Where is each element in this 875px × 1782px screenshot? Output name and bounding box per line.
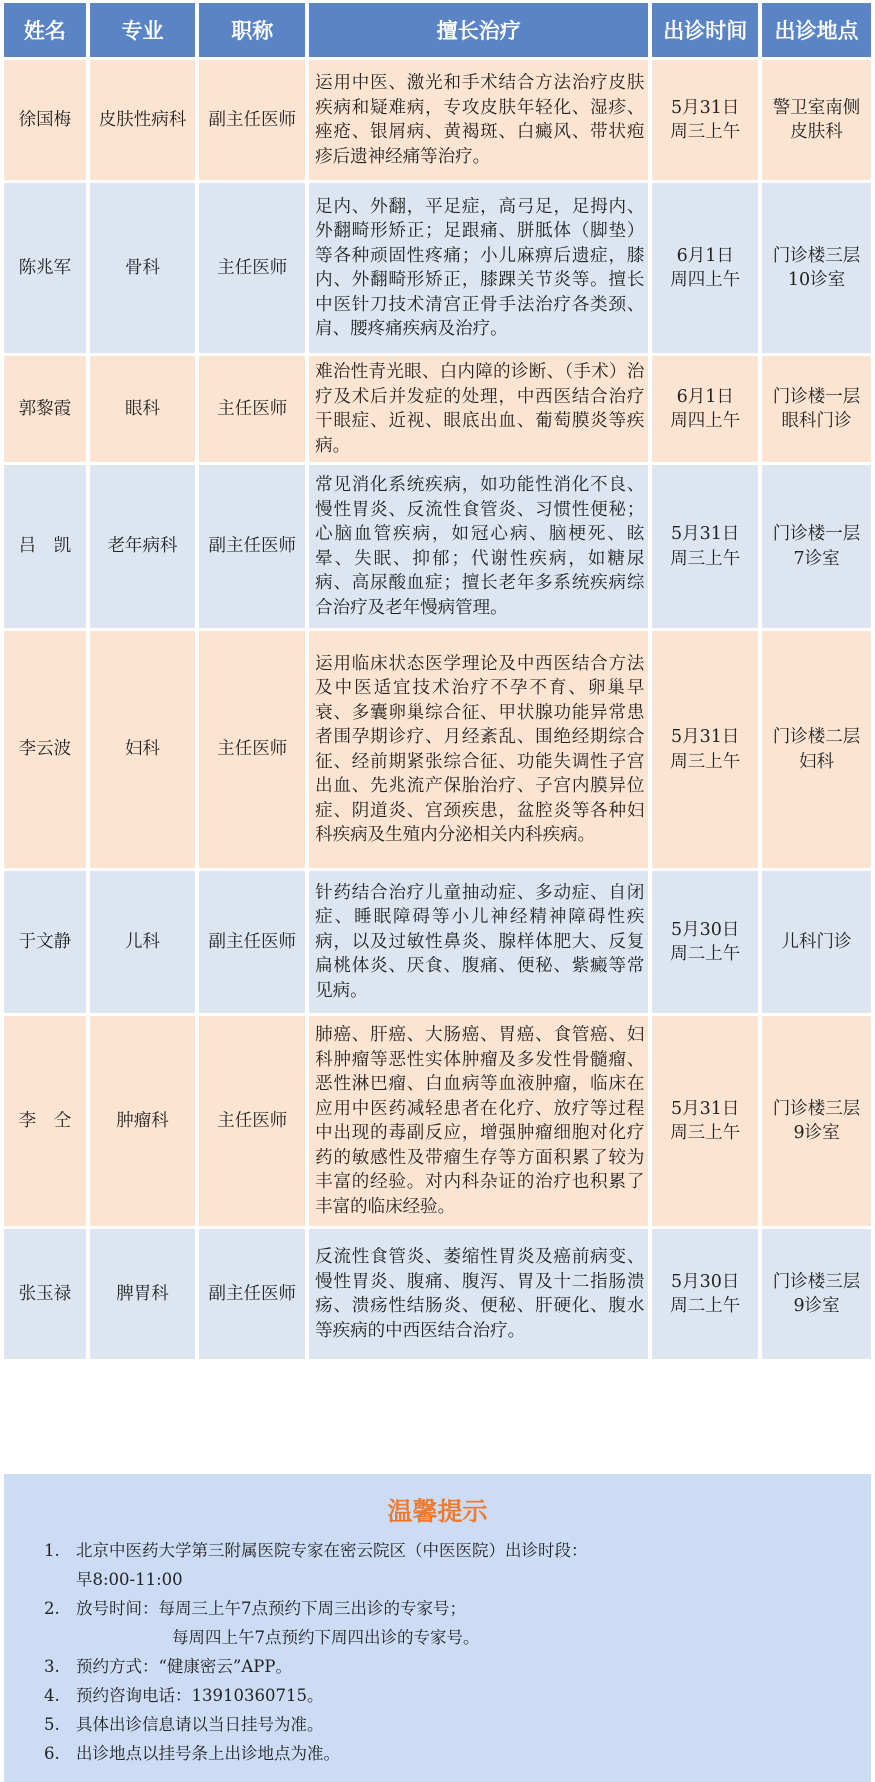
notice-title: 温馨提示 xyxy=(387,1497,488,1526)
doctor-title: 副主任医师 xyxy=(199,871,305,1013)
doctor-specialty: 皮肤性病科 xyxy=(90,60,196,180)
table-row xyxy=(4,871,871,1013)
notice-item-number: 5. xyxy=(44,1715,60,1734)
doctor-expertise: 运用临床状态医学理论及中西医结合方法及中医适宜技术治疗不孕不育、卵巢早衰、多囊卵巢综合征、甲状腺功能异常患者围孕期诊疗、月经紊乱、围绝经期综合征、经前期紧张综合征、功能失调性子宫出血、先兆流产保胎治疗、子宫内膜异位症、阴道炎、宫颈疾患，盆腔炎等各种妇科疾病及生殖内分泌相关内科疾病。 xyxy=(309,631,648,868)
clinic-date: 5月31日 xyxy=(671,1098,740,1119)
clinic-date: 5月30日 xyxy=(671,919,740,940)
clinic-time xyxy=(652,1016,758,1226)
notice-item-number: 6. xyxy=(44,1744,60,1763)
location-line1: 门诊楼三层 xyxy=(772,1098,861,1119)
doctor-title: 副主任医师 xyxy=(199,1229,305,1359)
notice-item-text: 预约咨询电话：13910360715。 xyxy=(76,1686,324,1705)
doctor-name: 张玉禄 xyxy=(4,1229,86,1359)
clinic-location xyxy=(762,1229,871,1359)
clinic-location xyxy=(762,183,871,353)
table-row xyxy=(4,356,871,462)
notice-item xyxy=(4,1652,588,1681)
notice-panel xyxy=(4,1474,871,1782)
doctor-name: 徐国梅 xyxy=(4,60,86,180)
clinic-date: 6月1日 xyxy=(676,245,734,266)
doctor-name: 于文静 xyxy=(4,871,86,1013)
clinic-day: 周三上午 xyxy=(670,122,741,142)
clinic-date: 5月31日 xyxy=(671,97,740,118)
doctor-name: 吕 凯 xyxy=(4,465,86,628)
clinic-time xyxy=(652,60,758,180)
location-line2: 妇科 xyxy=(799,751,835,772)
clinic-location xyxy=(762,1016,871,1226)
notice-item-text: 北京中医药大学第三附属医院专家在密云院区（中医医院）出诊时段： xyxy=(76,1541,588,1560)
doctor-name: 陈兆军 xyxy=(4,183,86,353)
doctor-expertise: 足内、外翻，平足症，高弓足，足拇内、外翻畸形矫正；足跟痛、胼胝体（脚垫）等各种顽固性疼痛；小儿麻痹后遗症，膝内、外翻畸形矫正，膝踝关节炎等。擅长中医针刀技术清宫正骨手法治疗各类颈、肩、腰疼痛疾病及治疗。 xyxy=(309,183,648,353)
clinic-day: 周三上午 xyxy=(670,751,741,772)
clinic-location xyxy=(762,465,871,628)
table-row xyxy=(4,1229,871,1359)
table-row xyxy=(4,1016,871,1226)
location-line1: 门诊楼三层 xyxy=(772,245,861,266)
table-header-row xyxy=(4,3,871,57)
clinic-date: 5月31日 xyxy=(671,524,740,544)
clinic-time xyxy=(652,356,758,462)
clinic-time xyxy=(652,1229,758,1359)
notice-item-text-cont: 每周四上午7点预约下周四出诊的专家号。 xyxy=(172,1628,480,1647)
location-line2: 皮肤科 xyxy=(790,122,843,142)
header-location: 出诊地点 xyxy=(762,3,871,57)
notice-item-text-cont: 早8:00-11:00 xyxy=(76,1570,183,1589)
clinic-day: 周四上午 xyxy=(670,411,741,431)
doctor-name: 李 仝 xyxy=(4,1016,86,1226)
location-line2: 9诊室 xyxy=(793,1296,840,1316)
location-line1: 门诊楼一层 xyxy=(772,524,861,544)
doctor-specialty: 肿瘤科 xyxy=(90,1016,196,1226)
location-line2: 7诊室 xyxy=(793,548,840,569)
notice-item xyxy=(4,1594,588,1652)
notice-item xyxy=(4,1536,588,1594)
location-line1: 门诊楼三层 xyxy=(772,1271,861,1292)
doctor-expertise: 运用中医、激光和手术结合方法治疗皮肤疾病和疑难病，专攻皮肤年轻化、湿疹、痤疮、银屑病、黄褐斑、白癜风、带状疱疹后遗神经痛等治疗。 xyxy=(309,60,648,180)
clinic-time xyxy=(652,465,758,628)
notice-item-text: 预约方式：“健康密云”APP。 xyxy=(76,1657,292,1676)
location-line1: 门诊楼一层 xyxy=(772,386,861,407)
clinic-day: 周二上午 xyxy=(670,944,741,964)
clinic-day: 周二上午 xyxy=(670,1296,741,1316)
table-row xyxy=(4,465,871,628)
doctor-specialty: 妇科 xyxy=(90,631,196,868)
header-title: 职称 xyxy=(199,3,305,57)
doctor-specialty: 眼科 xyxy=(90,356,196,462)
table-row xyxy=(4,60,871,180)
notice-item-text: 具体出诊信息请以当日挂号为准。 xyxy=(76,1715,324,1734)
notice-item-text: 放号时间：每周三上午7点预约下周三出诊的专家号； xyxy=(76,1599,466,1618)
notice-list xyxy=(4,1536,588,1768)
notice-item xyxy=(4,1681,588,1710)
notice-item-text: 出诊地点以挂号条上出诊地点为准。 xyxy=(76,1744,340,1763)
header-time: 出诊时间 xyxy=(652,3,758,57)
clinic-time xyxy=(652,183,758,353)
doctor-name: 郭黎霞 xyxy=(4,356,86,462)
location-line2: 9诊室 xyxy=(793,1123,840,1143)
clinic-location xyxy=(762,631,871,868)
clinic-day: 周三上午 xyxy=(670,548,741,569)
header-specialty: 专业 xyxy=(90,3,196,57)
clinic-location xyxy=(762,871,871,1013)
location-line2: 10诊室 xyxy=(787,270,846,290)
doctor-expertise: 常见消化系统疾病，如功能性消化不良、慢性胃炎、反流性食管炎、习惯性便秘；心脑血管疾病，如冠心病、脑梗死、眩晕、失眠、抑郁；代谢性疾病，如糖尿病、高尿酸血症；擅长老年多系统疾病综合治疗及老年慢病管理。 xyxy=(309,465,648,628)
clinic-day: 周三上午 xyxy=(670,1123,741,1143)
doctor-specialty: 儿科 xyxy=(90,871,196,1013)
clinic-time xyxy=(652,631,758,868)
doctor-expertise: 反流性食管炎、萎缩性胃炎及癌前病变、慢性胃炎、腹痛、腹泻、胃及十二指肠溃疡、溃疡性结肠炎、便秘、肝硬化、腹水等疾病的中西医结合治疗。 xyxy=(309,1229,648,1359)
doctor-title: 主任医师 xyxy=(199,1016,305,1226)
location-line1: 儿科门诊 xyxy=(781,931,852,952)
doctor-name: 李云波 xyxy=(4,631,86,868)
clinic-location xyxy=(762,356,871,462)
table-row xyxy=(4,631,871,868)
clinic-date: 6月1日 xyxy=(676,386,734,407)
clinic-day: 周四上午 xyxy=(670,270,741,290)
location-line2: 眼科门诊 xyxy=(781,411,852,431)
clinic-date: 5月30日 xyxy=(671,1271,740,1292)
doctor-title: 副主任医师 xyxy=(199,465,305,628)
notice-item xyxy=(4,1739,588,1768)
doctor-expertise: 肺癌、肝癌、大肠癌、胃癌、食管癌、妇科肿瘤等恶性实体肿瘤及多发性骨髓瘤、恶性淋巴瘤、白血病等血液肿瘤，临床在应用中医药减轻患者在化疗、放疗等过程中出现的毒副反应，增强肿瘤细胞对化疗药的敏感性及带瘤生存等方面积累了较为丰富的经验。对内科杂证的治疗也积累了丰富的临床经验。 xyxy=(309,1016,648,1226)
doctor-specialty: 骨科 xyxy=(90,183,196,353)
notice-item-number: 4. xyxy=(44,1686,60,1705)
doctor-expertise: 针药结合治疗儿童抽动症、多动症、自闭症、睡眠障碍等小儿神经精神障碍性疾病，以及过敏性鼻炎、腺样体肥大、反复扁桃体炎、厌食、腹痛、便秘、紫癜等常见病。 xyxy=(309,871,648,1013)
notice-item-number: 2. xyxy=(44,1599,60,1618)
doctor-title: 主任医师 xyxy=(199,183,305,353)
doctor-specialty: 老年病科 xyxy=(90,465,196,628)
header-name: 姓名 xyxy=(4,3,86,57)
doctor-title: 主任医师 xyxy=(199,356,305,462)
clinic-date: 5月31日 xyxy=(671,727,740,747)
doctor-title: 主任医师 xyxy=(199,631,305,868)
location-line1: 门诊楼二层 xyxy=(772,727,861,747)
header-expertise: 擅长治疗 xyxy=(309,3,648,57)
doctor-expertise: 难治性青光眼、白内障的诊断、（手术）治疗及术后并发症的处理，中西医结合治疗干眼症、近视、眼底出血、葡萄膜炎等疾病。 xyxy=(309,356,648,462)
clinic-time xyxy=(652,871,758,1013)
clinic-location xyxy=(762,60,871,180)
notice-item-number: 3. xyxy=(44,1657,60,1676)
doctor-title: 副主任医师 xyxy=(199,60,305,180)
table-row xyxy=(4,183,871,353)
doctor-specialty: 脾胃科 xyxy=(90,1229,196,1359)
location-line1: 警卫室南侧 xyxy=(772,97,861,118)
notice-item-number: 1. xyxy=(44,1541,60,1560)
notice-item xyxy=(4,1710,588,1739)
